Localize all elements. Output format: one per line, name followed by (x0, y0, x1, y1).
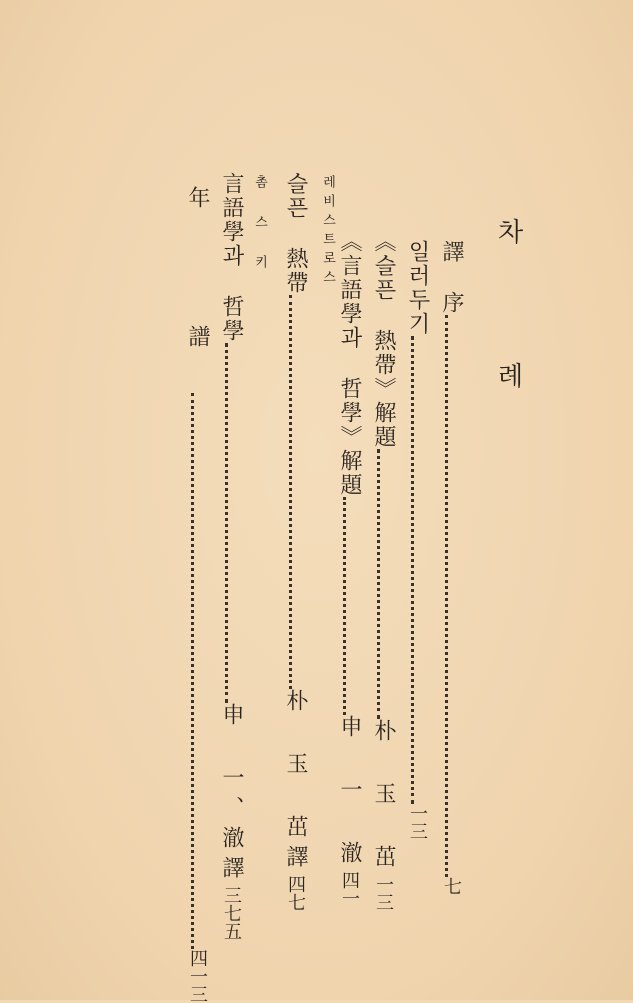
toc-entry-label: 《言語學과 哲學》解題 (337, 230, 362, 497)
toc-entry-author: 朴 玉 茁譯 (283, 689, 308, 875)
leader-dots (411, 336, 414, 804)
toc-entry-label: 譯 序 (439, 240, 464, 315)
toc-entry-language-and-philosophy (216, 172, 247, 940)
toc-page-number: 七 (441, 877, 462, 895)
author-levi-strauss: 레비스트로스 (320, 175, 335, 289)
author-chomsky: 촘 스 키 (252, 175, 267, 274)
leader-dots (225, 343, 228, 703)
toc-entry-label: 슬픈 熱帶 (283, 172, 308, 295)
toc-entry-tristes-tropiques-commentary (368, 230, 399, 911)
toc-entry-label: 일러두기 (405, 240, 430, 336)
leader-dots (343, 497, 346, 715)
toc-entry-label: 年 譜 (185, 186, 210, 393)
page-title: 차 례 (493, 218, 523, 432)
toc-page-number: 三七五 (221, 886, 242, 940)
leader-dots (377, 449, 380, 719)
toc-entry-author: 申 一、澈譯 (219, 703, 244, 886)
leader-dots (445, 315, 448, 877)
toc-page-number: 四一 (339, 871, 360, 907)
toc-entry-label: 言語學과 哲學 (219, 172, 244, 343)
toc-page-number: 一三 (373, 875, 394, 911)
toc-entry-tristes-tropiques (280, 172, 311, 911)
toc-entry-chronology (182, 186, 213, 1003)
toc-page-number: 四一三 (187, 949, 208, 1003)
toc-entry-language-philosophy-commentary (334, 230, 365, 907)
toc-page-number: 一三 (407, 804, 428, 840)
leader-dots (191, 393, 194, 949)
toc-entry-author: 朴 玉 茁 (371, 719, 396, 875)
toc-page-number: 四七 (285, 875, 306, 911)
leader-dots (289, 295, 292, 689)
toc-entry-label: 《슬픈 熱帶》解題 (371, 230, 396, 449)
toc-entry-translators-preface (436, 240, 467, 895)
toc-entry-author: 申 一 澈 (337, 715, 362, 871)
toc-entry-notes (402, 240, 433, 840)
